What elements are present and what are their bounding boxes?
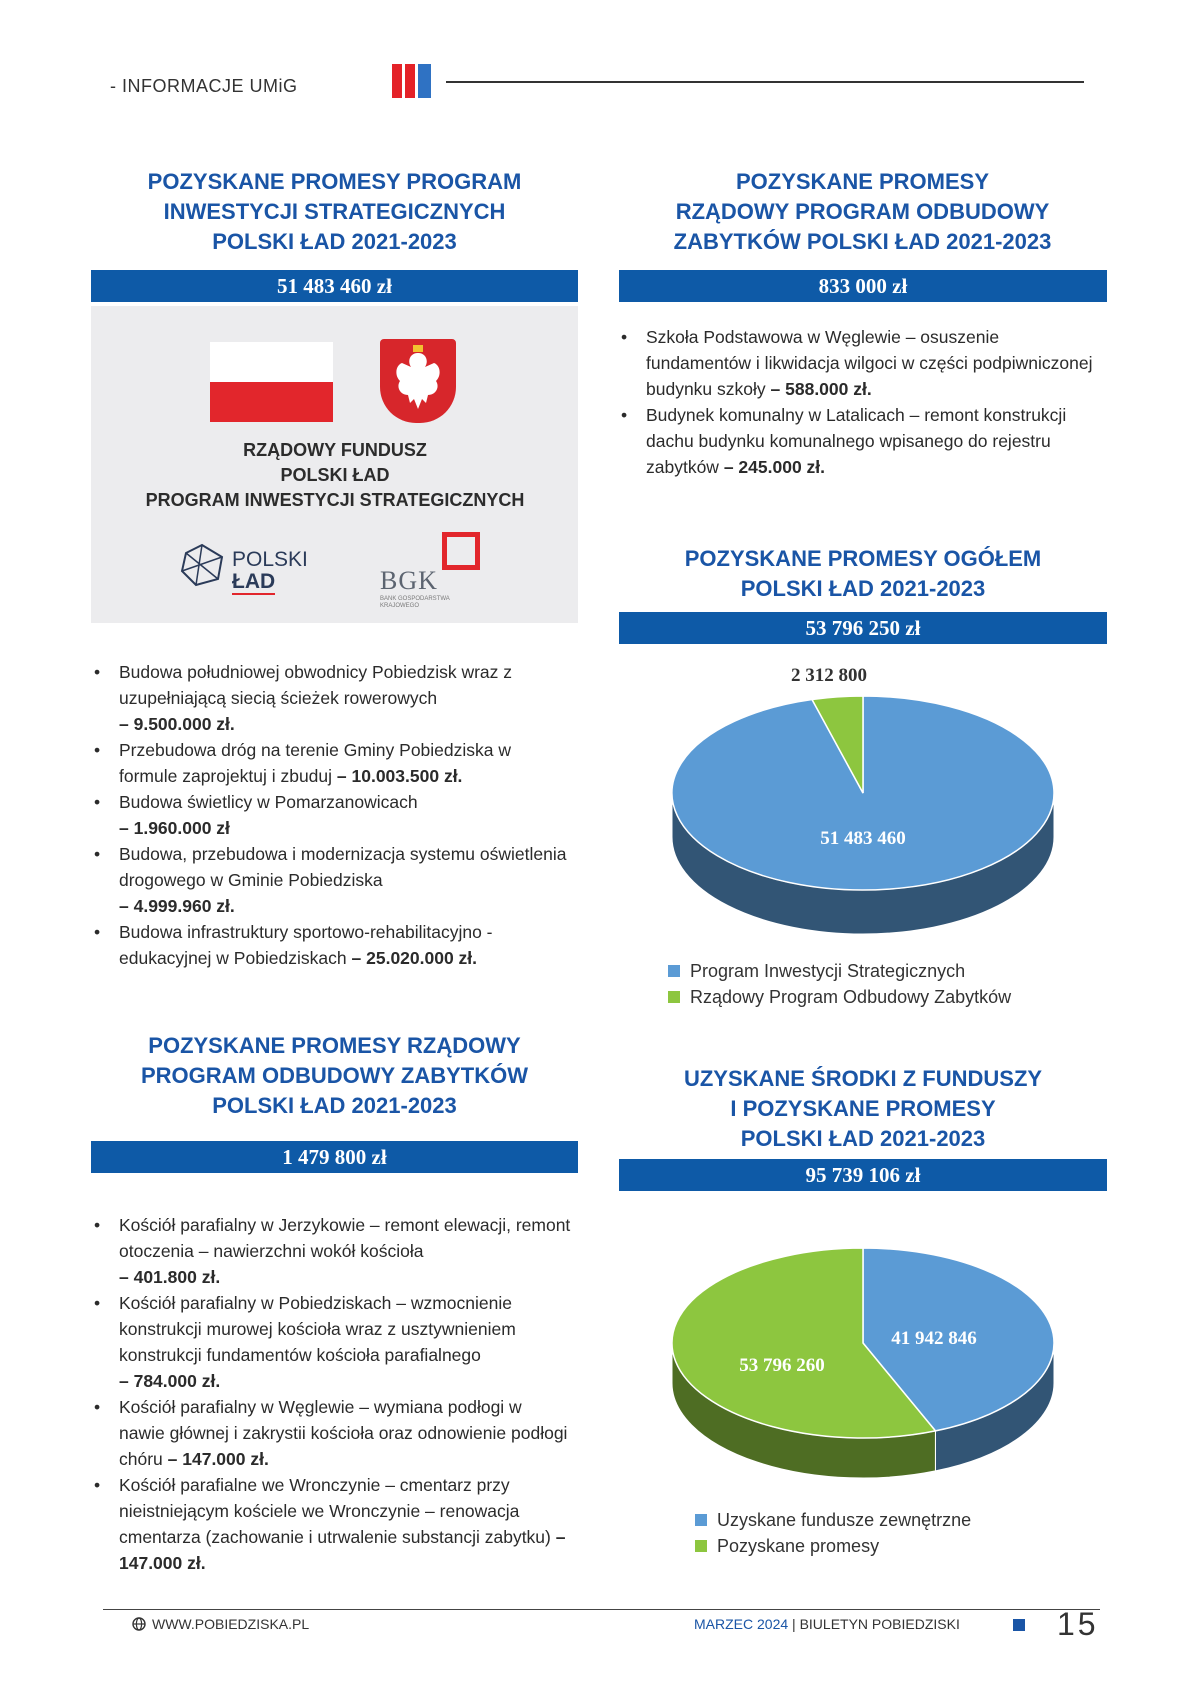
list-item: • Budynek komunalny w Latalicach – remont konstrukcji dachu budynku komunalnego wpisanego do rejestru zabytków – 245.000 zł.: [619, 402, 1109, 480]
pie-chart-srodki-i-promesy: [619, 1225, 1107, 1495]
title-line: UZYSKANE ŚRODKI Z FUNDUSZY: [683, 1066, 1043, 1091]
pie-data-label: 53 796 260: [739, 1355, 825, 1376]
bgk-logo-square-icon: [442, 532, 480, 570]
image-title-line: POLSKI ŁAD: [280, 465, 390, 485]
list-item: • Przebudowa dróg na terenie Gminy Pobiedziska w formule zaprojektuj i zbuduj – 10.003.500 zł.: [92, 737, 572, 789]
right-block1-title: [619, 167, 1106, 257]
title-line: POZYSKANE PROMESY: [735, 169, 990, 194]
logo-line: ŁAD: [232, 570, 276, 593]
polski-lad-logo-text: [232, 549, 308, 595]
legend-label: Program Inwestycji Strategicznych: [690, 961, 966, 981]
left-block1-list: [92, 659, 572, 971]
list-item: • Budowa świetlicy w Pomarzanowicach – 1.960.000 zł: [92, 789, 572, 841]
section-label: - INFORMACJE UMiG: [110, 76, 298, 96]
legend-item: [668, 984, 1011, 1010]
header-flag-stripe-red: [405, 64, 415, 98]
list-item: • Budowa południowej obwodnicy Pobiedzisk wraz z uzupełniającą siecią ścieżek rowerowych – 9.500.000 zł.: [92, 659, 572, 737]
title-line: POLSKI ŁAD 2021-2023: [212, 1093, 457, 1118]
legend-swatch: [695, 1514, 707, 1526]
left-block1-title: [91, 167, 578, 257]
polish-flag-white: [210, 342, 333, 382]
legend-item: [695, 1507, 971, 1533]
list-item: • Szkoła Podstawowa w Węglewie – osuszenie fundamentów i likwidacja wilgoci w części podpiwniczonej budynku szkoły – 588.000 zł.: [619, 324, 1109, 402]
pie-data-label: 51 483 460: [820, 828, 906, 849]
image-title: [120, 438, 550, 513]
right-block3-title: [619, 1064, 1107, 1154]
title-line: POLSKI ŁAD 2021-2023: [740, 1126, 986, 1151]
legend-label: Uzyskane fundusze zewnętrzne: [717, 1510, 972, 1530]
legend-swatch: [668, 991, 680, 1003]
right-block2-title: [619, 544, 1107, 604]
left-block1-amount: 51 483 460 zł: [91, 270, 578, 302]
pie-chart-promesy-ogolem: [619, 660, 1107, 950]
globe-icon: [132, 1617, 146, 1634]
list-item: • Budowa, przebudowa i modernizacja systemu oświetlenia drogowego w Gminie Pobiedziska – 4.999.960 zł.: [92, 841, 572, 919]
footer-issue: [694, 1616, 960, 1632]
separator: |: [792, 1616, 796, 1632]
legend-label: Rządowy Program Odbudowy Zabytków: [690, 987, 1012, 1007]
left-block2-amount: 1 479 800 zł: [91, 1141, 578, 1173]
header-flag-stripe-red: [392, 64, 402, 98]
legend-swatch: [668, 965, 680, 977]
footer-square-icon: [1013, 1619, 1025, 1631]
title-line: POZYSKANE PROMESY PROGRAM: [147, 169, 522, 194]
footer-rule: [103, 1609, 1100, 1610]
page-number: 15: [1057, 1606, 1099, 1642]
title-line: PROGRAM ODBUDOWY ZABYTKÓW: [140, 1063, 529, 1088]
legend-label: Pozyskane promesy: [717, 1536, 880, 1556]
list-item: • Kościół parafialny w Węglewie – wymiana podłogi w nawie głównej i zakrystii kościoła oraz odnowienie podłogi chóru – 147.000 zł.: [92, 1394, 572, 1472]
list-item: • Kościół parafialny w Pobiedziskach – wzmocnienie konstrukcji murowej kościoła wraz z usztywnieniem konstrukcji fundamentów kościoła parafialnego – 784.000 zł.: [92, 1290, 572, 1394]
title-line: POLSKI ŁAD 2021-2023: [740, 576, 986, 601]
right-block2-amount: 53 796 250 zł: [619, 612, 1107, 644]
image-title-line: RZĄDOWY FUNDUSZ: [243, 440, 427, 460]
list-item: • Kościół parafialny w Jerzykowie – remont elewacji, remont otoczenia – nawierzchni wokół kościoła – 401.800 zł.: [92, 1212, 572, 1290]
header-flag-stripe-blue: [418, 64, 431, 98]
legend-item: [668, 958, 965, 984]
title-line: ZABYTKÓW POLSKI ŁAD 2021-2023: [673, 229, 1052, 254]
issue-date: MARZEC 2024: [694, 1616, 789, 1632]
left-block2-list: [92, 1212, 572, 1576]
list-item: • Kościół parafialne we Wronczynie – cmentarz przy nieistniejącym kościele we Wronczynie – renowacja cmentarza (zachowanie i utrwalenie substancji zabytku) – 147.000 zł.: [92, 1472, 572, 1576]
bgk-logo-subtitle: BANK GOSPODARSTWA KRAJOWEGO: [380, 596, 450, 609]
polish-flag-red: [210, 382, 333, 422]
pie-data-label: 2 312 800: [791, 665, 867, 686]
bgk-logo-text: BGK: [380, 566, 438, 595]
title-line: INWESTYCJI STRATEGICZNYCH: [163, 199, 506, 224]
footer-website[interactable]: [132, 1616, 309, 1634]
title-line: RZĄDOWY PROGRAM ODBUDOWY: [675, 199, 1050, 224]
polish-eagle-emblem-icon: [380, 339, 456, 423]
header-rule: [446, 81, 1084, 83]
list-item: • Budowa infrastruktury sportowo-rehabilitacyjno - edukacyjnej w Pobiedziskach – 25.020.000 zł.: [92, 919, 572, 971]
title-line: I POZYSKANE PROMESY: [730, 1096, 996, 1121]
polski-lad-logo-icon: [178, 543, 226, 592]
right-block1-amount: 833 000 zł: [619, 270, 1107, 302]
title-line: POZYSKANE PROMESY RZĄDOWY: [148, 1033, 521, 1058]
publication-name: BIULETYN POBIEDZISKI: [799, 1616, 960, 1632]
right-block3-amount: 95 739 106 zł: [619, 1159, 1107, 1191]
image-title-line: PROGRAM INWESTYCJI STRATEGICZNYCH: [145, 490, 525, 510]
left-block2-title: [91, 1031, 578, 1121]
logo-line: POLSKI: [232, 548, 308, 571]
legend-item: [695, 1533, 879, 1559]
right-block1-list: [619, 324, 1109, 480]
title-line: POLSKI ŁAD 2021-2023: [212, 229, 457, 254]
legend-swatch: [695, 1540, 707, 1552]
website-link[interactable]: WWW.POBIEDZISKA.PL: [152, 1616, 310, 1632]
pie-data-label: 41 942 846: [891, 1328, 977, 1349]
title-line: POZYSKANE PROMESY OGÓŁEM: [684, 546, 1042, 571]
